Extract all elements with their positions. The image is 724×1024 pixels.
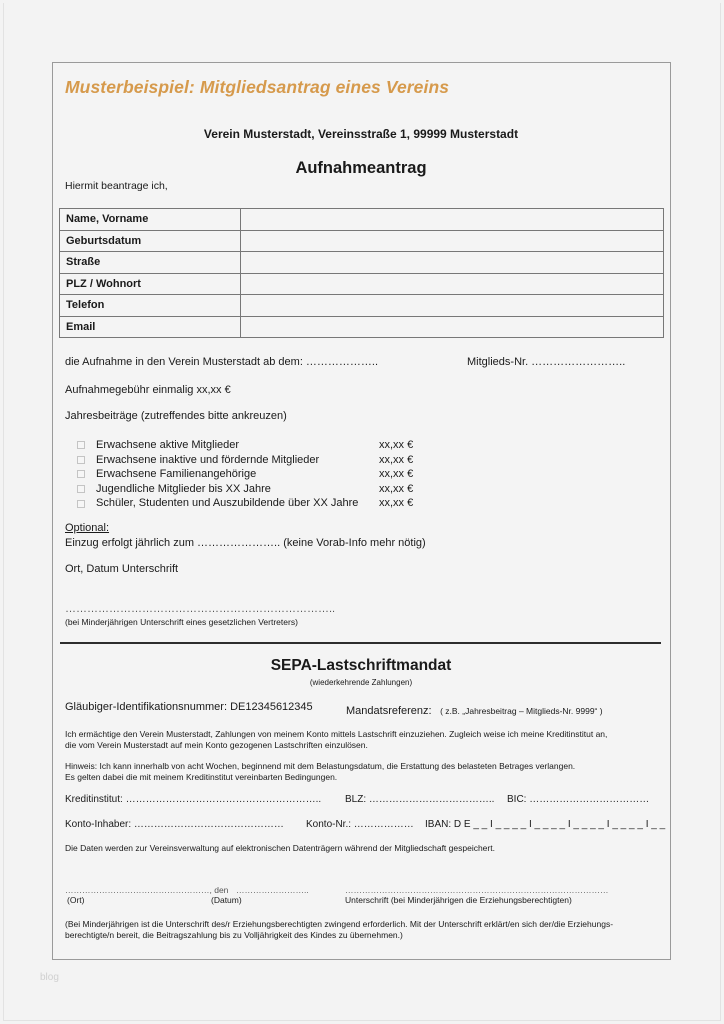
form-heading: Aufnahmeantrag: [295, 159, 427, 177]
authorization-text-1: Ich ermächtige den Verein Musterstadt, Zahlungen von meinem Konto mittels Lastschrift einzuziehen. Zugleich weise ich meine Kreditinstitut an,: [65, 729, 608, 739]
field-label: Email: [60, 316, 241, 338]
account-holder-field[interactable]: Konto-Inhaber: ………………………………………: [65, 819, 284, 830]
place-caption: (Ort): [67, 895, 85, 905]
blz-field[interactable]: BLZ: ………………………………..: [345, 794, 495, 805]
fee-amount: xx,xx €: [379, 468, 414, 481]
fee-label: Schüler, Studenten und Auszubildende über XX Jahre: [96, 497, 359, 510]
table-row: [60, 252, 664, 274]
fee-option[interactable]: [77, 496, 413, 511]
table-row: [60, 230, 664, 252]
mandate-signature-line[interactable]: …………………………………………………………………………………: [345, 885, 609, 895]
fee-options-list: [77, 438, 413, 511]
fee-label: Erwachsene Familienangehörige: [96, 468, 257, 481]
watermark-text: blog: [40, 972, 59, 983]
place-date-signature-label: Ort, Datum Unterschrift: [65, 563, 179, 575]
admission-fee: Aufnahmegebühr einmalig xx,xx €: [65, 384, 231, 396]
section-divider: [60, 642, 661, 644]
minor-note-2: berechtigte/n bereit, die Beitragszahlung bis zu Volljährigkeit des Kindes zu übernehmen.): [65, 930, 403, 940]
field-label: PLZ / Wohnort: [60, 273, 241, 295]
membership-start-field[interactable]: die Aufnahme in den Verein Musterstadt ab dem: ………………..: [65, 356, 379, 368]
personal-data-table: [59, 208, 664, 338]
table-row: [60, 295, 664, 317]
field-label: Geburtsdatum: [60, 230, 241, 252]
street-field[interactable]: [241, 252, 664, 274]
account-number-field[interactable]: Konto-Nr.: ………………: [306, 819, 414, 830]
field-label: Telefon: [60, 295, 241, 317]
fee-amount: xx,xx €: [379, 439, 414, 451]
field-label: Name, Vorname: [60, 209, 241, 231]
fee-option[interactable]: [77, 482, 413, 497]
date-caption: (Datum): [211, 895, 242, 905]
table-row: [60, 209, 664, 231]
signature-note: (bei Minderjährigen Unterschrift eines gesetzlichen Vertreters): [65, 617, 298, 627]
iban-field[interactable]: IBAN: D E _ _ I _ _ _ _ I _ _ _ _ I _ _ _ _ I _ _ _ _ I _ _: [425, 819, 666, 830]
fee-label: Erwachsene aktive Mitglieder: [96, 439, 240, 451]
mandate-label: Mandatsreferenz:: [346, 705, 432, 717]
data-storage-notice: Die Daten werden zur Vereinsverwaltung auf elektronischen Datenträgern während der Mitgliedschaft gespeichert.: [65, 843, 495, 853]
mandate-reference: [346, 701, 603, 719]
fee-label: Jugendliche Mitglieder bis XX Jahre: [96, 482, 271, 495]
sepa-title: SEPA-Lastschriftmandat: [270, 657, 452, 674]
fee-option[interactable]: [77, 453, 413, 468]
signature-caption: Unterschrift (bei Minderjährigen die Erziehungsberechtigten): [345, 895, 572, 905]
signature-line[interactable]: ………………………………………………………………..: [65, 603, 336, 615]
birthdate-field[interactable]: [241, 230, 664, 252]
checkbox[interactable]: [77, 441, 85, 449]
hint-text-2: Es gelten dabei die mit meinem Kreditinstitut vereinbarten Bedingungen.: [65, 772, 338, 782]
optional-label: Optional:: [65, 522, 110, 534]
fee-amount: xx,xx €: [379, 482, 414, 495]
document-title: Musterbeispiel: Mitgliedsantrag eines Vereins: [65, 77, 450, 97]
club-address: Verein Musterstadt, Vereinsstraße 1, 99999 Musterstadt: [203, 127, 519, 141]
annual-fees-heading: Jahresbeiträge (zutreffendes bitte ankreuzen): [65, 410, 287, 422]
date-line[interactable]: ……………………..: [236, 885, 309, 895]
sepa-subtitle: (wiederkehrende Zahlungen): [309, 678, 413, 687]
bank-field[interactable]: Kreditinstitut: …………………………………………………..: [65, 794, 322, 805]
table-row: [60, 273, 664, 295]
name-field[interactable]: [241, 209, 664, 231]
checkbox[interactable]: [77, 470, 85, 478]
creditor-id: Gläubiger-Identifikationsnummer: DE12345612345: [65, 701, 313, 713]
bic-field[interactable]: BIC: ………………………………: [507, 794, 650, 805]
email-field[interactable]: [241, 316, 664, 338]
minor-note-1: (Bei Minderjährigen ist die Unterschrift des/r Erziehungsberechtigten zwingend erforderlich. Mit der Unterschrift erklärt/en sich der/die Erziehungs-: [65, 919, 614, 929]
fee-label: Erwachsene inaktive und fördernde Mitglieder: [96, 453, 320, 466]
field-label: Straße: [60, 252, 241, 274]
intro-text: Hiermit beantrage ich,: [65, 180, 168, 192]
mandate-example: ( z.B. „Jahresbeitrag – Mitglieds-Nr. 9999“ ): [440, 706, 603, 716]
form-page: [52, 62, 671, 960]
checkbox[interactable]: [77, 500, 85, 508]
checkbox[interactable]: [77, 456, 85, 464]
fee-amount: xx,xx €: [379, 453, 414, 466]
member-number-field[interactable]: Mitglieds-Nr. ……………………..: [467, 356, 626, 368]
fee-amount: xx,xx €: [379, 497, 414, 510]
hint-text-1: Hinweis: Ich kann innerhalb von acht Wochen, beginnend mit dem Belastungsdatum, die Erstattung des belasteten Betrages verlangen.: [65, 761, 576, 771]
fee-option[interactable]: [77, 438, 413, 453]
annual-collection-field[interactable]: Einzug erfolgt jährlich zum ………………….. (keine Vorab-Info mehr nötig): [65, 537, 426, 549]
zip-city-field[interactable]: [241, 273, 664, 295]
authorization-text-2: die vom Verein Musterstadt auf mein Konto gezogenen Lastschriften einzulösen.: [65, 740, 368, 750]
fee-option[interactable]: [77, 467, 413, 482]
place-line[interactable]: ……………………………………………, den: [65, 885, 229, 895]
phone-field[interactable]: [241, 295, 664, 317]
checkbox[interactable]: [77, 485, 85, 493]
table-row: [60, 316, 664, 338]
